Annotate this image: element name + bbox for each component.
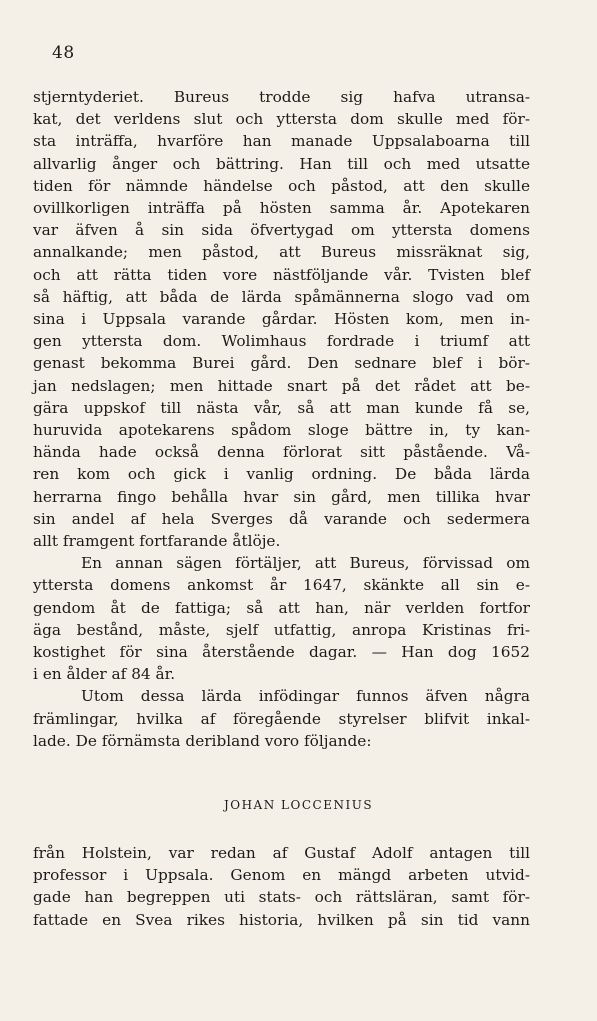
text-line: kat, det verldens slut och yttersta dom skulle med för- [33,110,530,129]
text-line: yttersta domens ankomst år 1647, skänkte all sin e- [33,576,530,595]
text-line: jan nedslagen; men hittade snart på det rådet att be- [33,376,530,395]
text-line: gendom åt de fattiga; så att han, när verlden fortfor [33,598,530,617]
text-line: stjerntyderiet. Bureus trodde sig hafva utransa- [33,88,530,106]
text-line: professor i Uppsala. Genom en mängd arbeten utvid- [33,866,530,885]
text-line: herrarna fingo behålla hvar sin gård, men tillika hvar [33,487,530,506]
text-line: i en ålder af 84 år. [33,665,176,684]
section-text-block [33,842,530,931]
text-line: äga bestånd, måste, sjelf utfattig, anropa Kristinas fri- [33,620,530,639]
page-number: 48 [52,43,75,63]
text-line: ren kom och gick i vanlig ordning. De båda lärda [33,465,530,484]
text-line: från Holstein, var redan af Gustaf Adolf antagen till [33,844,530,862]
text-line: främlingar, hvilka af föregående styrelser blifvit inkal- [33,709,530,728]
text-line: gade han begreppen uti stats- och rättsläran, samt för- [33,888,530,907]
text-line: lade. De förnämsta deribland voro följande: [33,731,372,750]
text-line: Utom dessa lärda infödingar funnos äfven några [81,687,530,706]
text-line: tiden för nämnde händelse och påstod, att den skulle [33,176,530,195]
text-line: gen yttersta dom. Wolimhaus fordrade i triumf att [33,332,530,351]
text-line: allt framgent fortfarande åtlöje. [33,532,281,551]
section-heading: JOHAN LOCCENIUS [223,798,374,812]
text-line: genast bekomma Burei gård. Den sednare blef i bör- [33,354,530,373]
text-line: sta inträffa, hvarföre han manade Uppsalaboarna till [33,132,530,151]
text-line: sin andel af hela Sverges då varande och sedermera [33,509,530,528]
text-line: ovillkorligen inträffa på hösten samma år. Apotekaren [33,199,530,218]
text-line: så häftig, att båda de lärda spåmännerna slogo vad om [33,287,530,306]
text-line: gära uppskof till nästa vår, så att man kunde få se, [33,398,530,417]
text-line: huruvida apotekarens spådom sloge bättre in, ty kan- [33,421,530,440]
text-line: var äfven å sin sida öfvertygad om yttersta domens [33,221,530,240]
text-line: sina i Uppsala varande gårdar. Hösten kom, men in- [33,310,530,329]
text-line: fattade en Svea rikes historia, hvilken på sin tid vann [33,910,530,929]
text-line: En annan sägen förtäljer, att Bureus, förvissad om [81,554,530,573]
main-text-block [33,86,530,752]
text-line: och att rätta tiden vore nästföljande vår. Tvisten blef [33,265,530,284]
text-line: annalkande; men påstod, att Bureus missräknat sig, [33,243,530,262]
text-line: hända hade också denna förlorat sitt påstående. Vå- [33,443,530,462]
text-line: kostighet för sina återstående dagar. — Han dog 1652 [33,643,530,662]
text-line: allvarlig ånger och bättring. Han till och med utsatte [33,154,530,173]
